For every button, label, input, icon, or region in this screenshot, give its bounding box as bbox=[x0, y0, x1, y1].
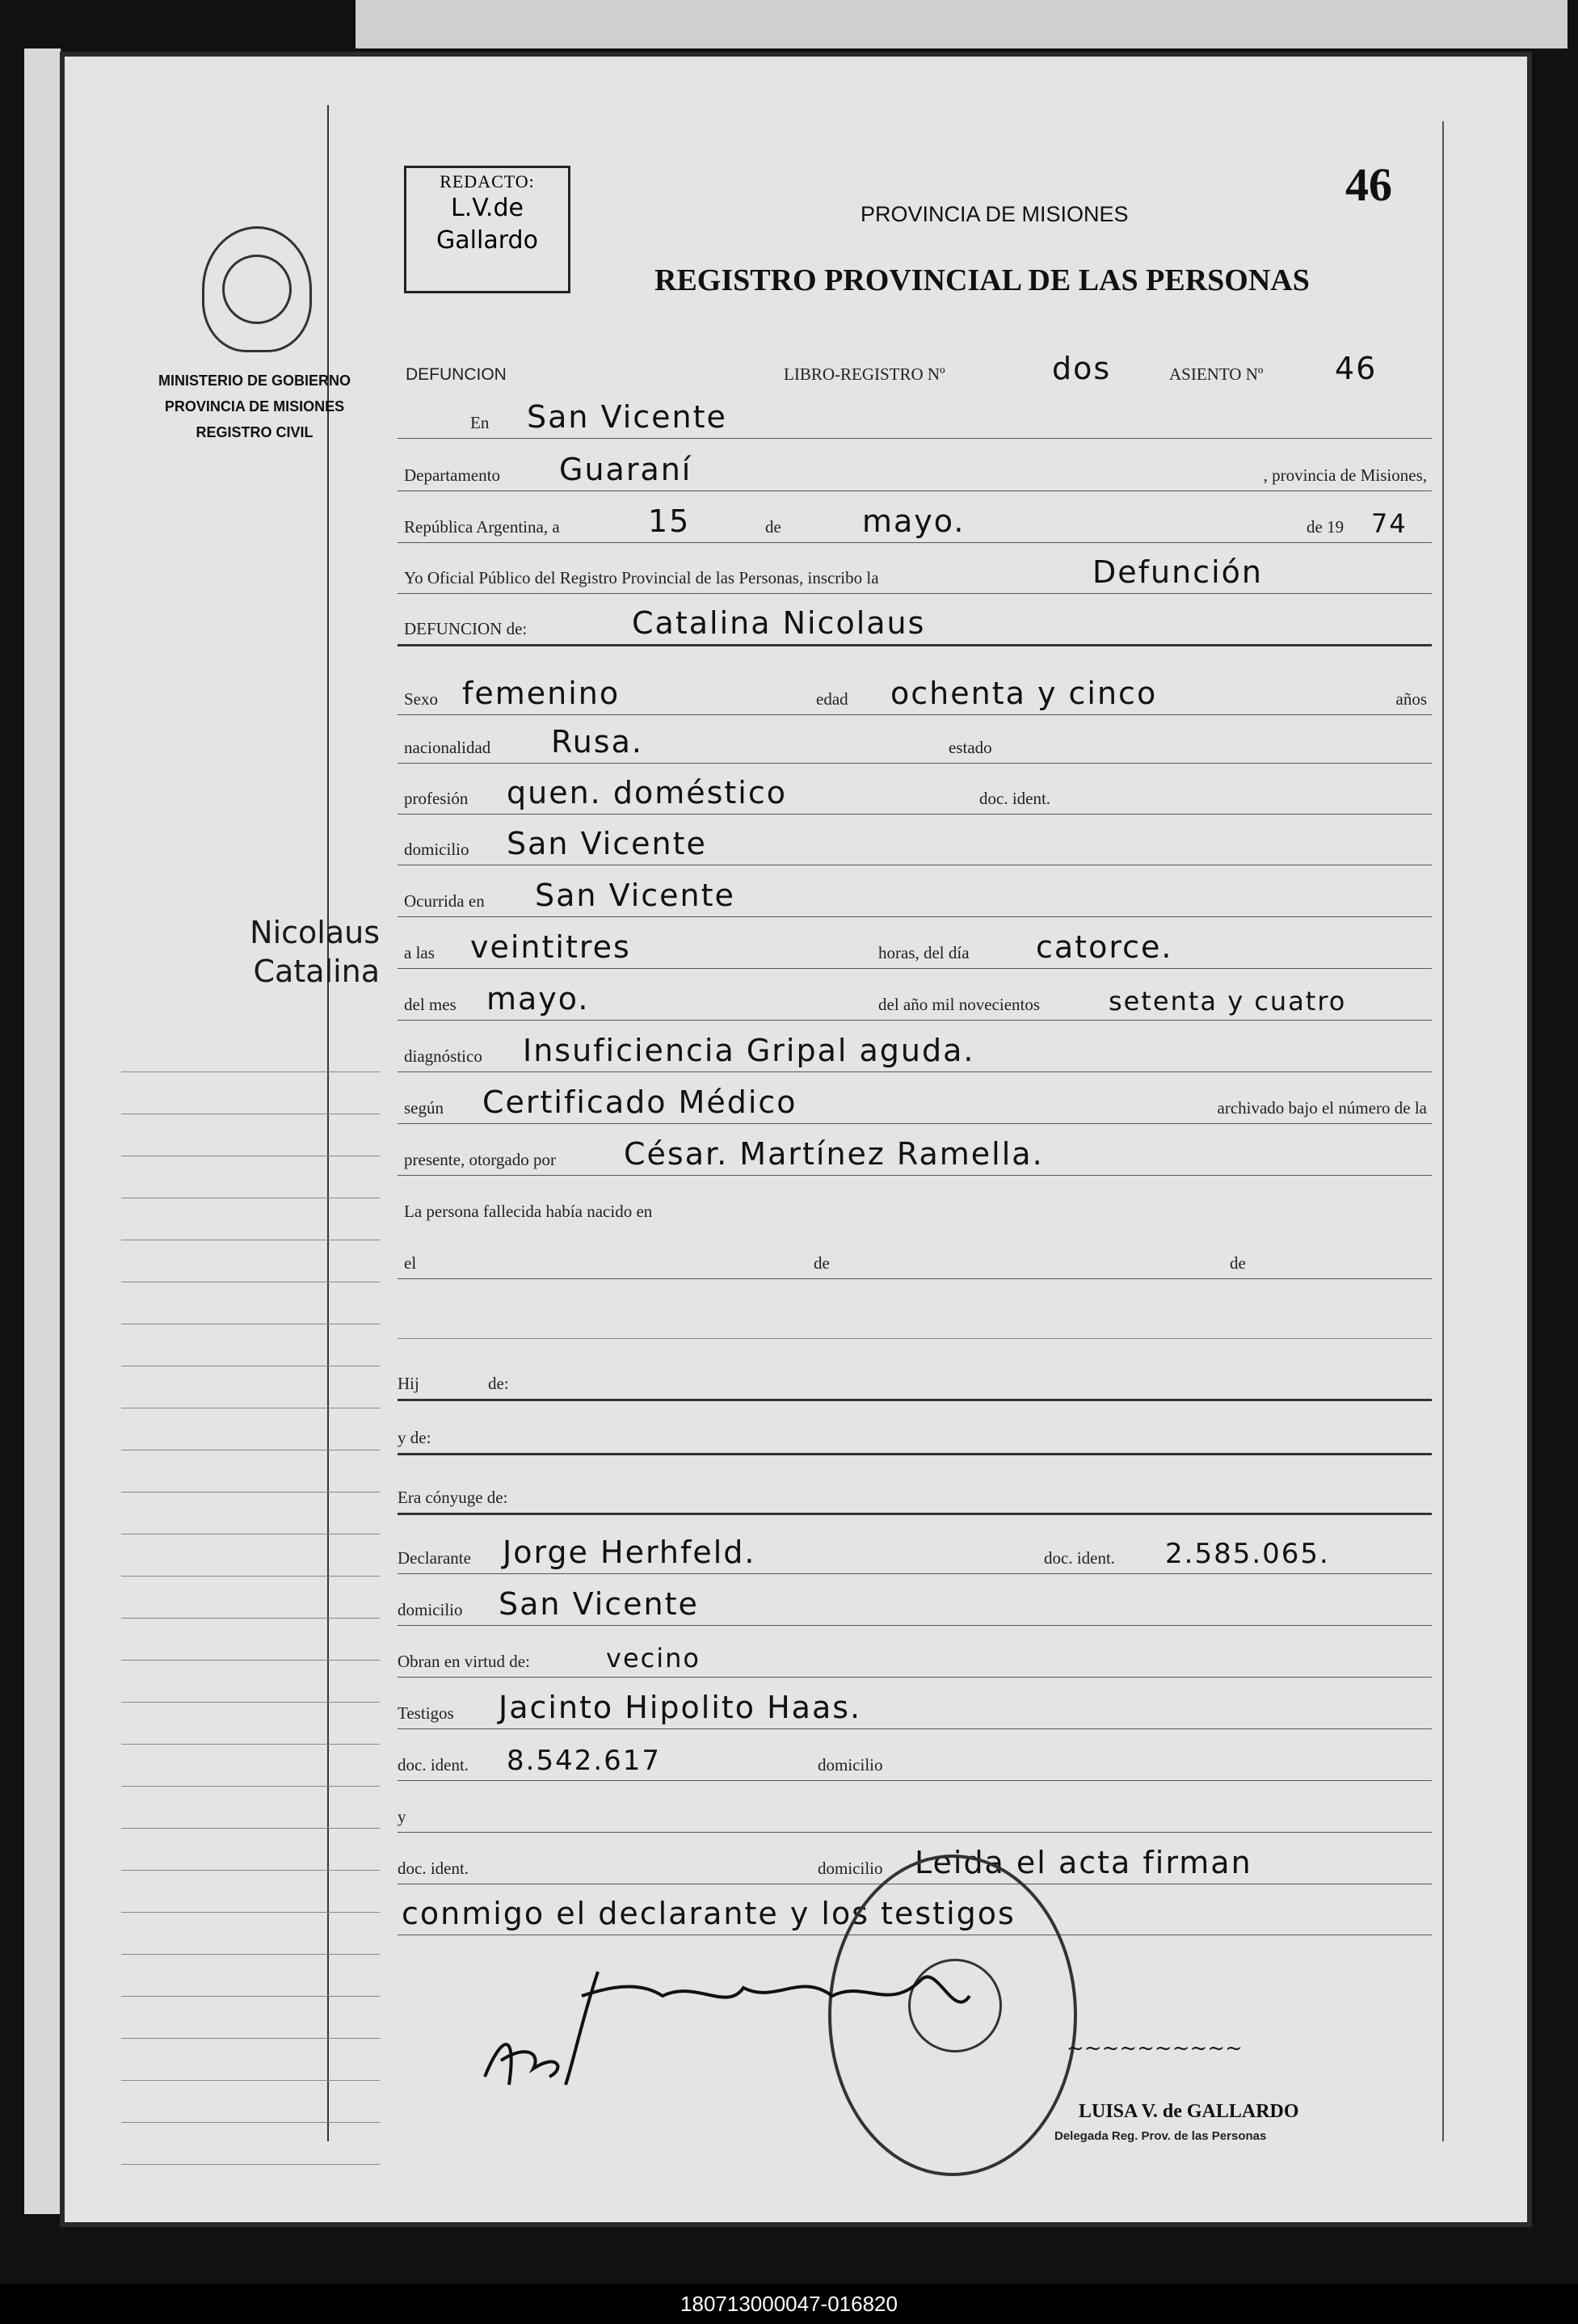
dom3-value: Leida el acta firman bbox=[915, 1845, 1252, 1880]
delmes-label: del mes bbox=[404, 995, 457, 1014]
ministry-heading bbox=[121, 368, 388, 445]
defuncion-label: DEFUNCION bbox=[406, 365, 507, 384]
doc3-label: doc. ident. bbox=[398, 1859, 469, 1878]
estado-label: estado bbox=[949, 738, 992, 757]
official-title: Delegada Reg. Prov. de las Personas bbox=[1054, 2129, 1267, 2143]
province-seal-icon bbox=[202, 226, 312, 352]
declarante-doc-value: 2.585.065. bbox=[1165, 1538, 1330, 1570]
declarante-doc-label: doc. ident. bbox=[1044, 1548, 1116, 1568]
row-alas bbox=[398, 924, 1432, 969]
asiento-label: ASIENTO Nº bbox=[1169, 364, 1264, 384]
row-nacionalidad bbox=[398, 719, 1432, 764]
sexo-value: femenino bbox=[462, 676, 621, 711]
registry-title: REGISTRO PROVINCIAL DE LAS PERSONAS bbox=[654, 263, 1310, 297]
stub-given: Catalina bbox=[253, 954, 380, 989]
dom3-label: domicilio bbox=[818, 1859, 883, 1878]
row-blank bbox=[398, 1295, 1432, 1339]
testigo-dom-label: domicilio bbox=[818, 1755, 883, 1775]
redacto-label: REDACTO: bbox=[440, 171, 535, 192]
footer-id: 180713000047-016820 bbox=[0, 2284, 1578, 2324]
profesion-value: quen. doméstico bbox=[507, 775, 787, 810]
segun-value: Certificado Médico bbox=[482, 1084, 797, 1120]
anio-value: setenta y cuatro bbox=[1109, 986, 1347, 1017]
libro-label: LIBRO-REGISTRO Nº bbox=[784, 364, 945, 384]
edad-label: edad bbox=[816, 689, 848, 709]
archivado-label: archivado bajo el número de la bbox=[1217, 1098, 1427, 1118]
year-label: de 19 bbox=[1307, 517, 1344, 537]
el-label: el bbox=[404, 1253, 417, 1273]
row-oficial bbox=[398, 549, 1432, 594]
diagnostico-label: diagnóstico bbox=[404, 1046, 482, 1066]
year-value: 74 bbox=[1371, 508, 1408, 539]
redacto-box bbox=[404, 166, 570, 293]
official-signature: ~~~~~~~~~~ bbox=[1067, 2036, 1243, 2061]
ministry-line1: MINISTERIO DE GOBIERNO bbox=[158, 373, 351, 389]
alas-value: veintitres bbox=[470, 929, 631, 965]
row-domicilio2 bbox=[398, 1581, 1432, 1626]
edad-value: ochenta y cinco bbox=[890, 676, 1158, 711]
stub-surname: Nicolaus bbox=[250, 915, 380, 950]
book-top-edge bbox=[356, 0, 1567, 48]
ocurrida-value: San Vicente bbox=[535, 878, 735, 913]
form-right-border bbox=[1442, 121, 1444, 2141]
alas-label: a las bbox=[404, 943, 435, 962]
redacto-line1: L.V.de bbox=[451, 194, 524, 222]
sexo-label: Sexo bbox=[404, 689, 438, 709]
presente-value: César. Martínez Ramella. bbox=[624, 1136, 1044, 1172]
testigos-value: Jacinto Hipolito Haas. bbox=[499, 1690, 862, 1725]
row-nacido bbox=[398, 1183, 1432, 1227]
row-domicilio bbox=[398, 821, 1432, 865]
obran-value: vecino bbox=[606, 1643, 701, 1674]
hij-label: Hij bbox=[398, 1374, 419, 1393]
closing-text: conmigo el declarante y los testigos bbox=[402, 1896, 1016, 1931]
row-y bbox=[398, 1788, 1432, 1833]
row-sexo bbox=[398, 671, 1432, 715]
republica-label: República Argentina, a bbox=[404, 517, 560, 537]
segun-label: según bbox=[404, 1098, 444, 1118]
day-value: 15 bbox=[648, 503, 691, 539]
defuncion-de-label: DEFUNCION de: bbox=[404, 619, 528, 638]
row-segun bbox=[398, 1080, 1432, 1124]
nacido-label: La persona fallecida había nacido en bbox=[404, 1202, 653, 1221]
en-label: En bbox=[470, 413, 490, 432]
departamento-value: Guaraní bbox=[559, 452, 692, 487]
row-departamento bbox=[398, 447, 1432, 491]
y-label: y bbox=[398, 1807, 406, 1826]
horas-label: horas, del día bbox=[878, 943, 970, 962]
stub-name bbox=[121, 913, 380, 991]
ocurrida-label: Ocurrida en bbox=[404, 891, 485, 911]
row-testigos bbox=[398, 1685, 1432, 1729]
domicilio-value: San Vicente bbox=[507, 826, 707, 861]
domicilio-label: domicilio bbox=[404, 840, 469, 859]
domicilio2-label: domicilio bbox=[398, 1600, 463, 1619]
domicilio2-value: San Vicente bbox=[499, 1586, 699, 1622]
testigos-label: Testigos bbox=[398, 1703, 454, 1723]
provincia-label: , provincia de Misiones, bbox=[1263, 465, 1427, 485]
row-yde bbox=[398, 1409, 1432, 1455]
declarante-label: Declarante bbox=[398, 1548, 471, 1568]
row-testigo-doc bbox=[398, 1737, 1432, 1781]
month-value: mayo. bbox=[862, 503, 966, 539]
ministry-line3: REGISTRO CIVIL bbox=[196, 424, 313, 440]
row-declarante bbox=[398, 1530, 1432, 1574]
obran-label: Obran en virtud de: bbox=[398, 1652, 530, 1671]
testigo-doc-label: doc. ident. bbox=[398, 1755, 469, 1775]
nacionalidad-label: nacionalidad bbox=[404, 738, 491, 757]
oficial-label: Yo Oficial Público del Registro Provincial de las Personas, inscribo la bbox=[404, 568, 879, 587]
page-number: 46 bbox=[1345, 158, 1392, 211]
departamento-label: Departamento bbox=[404, 465, 500, 485]
profesion-label: profesión bbox=[404, 789, 469, 808]
nacionalidad-value: Rusa. bbox=[551, 724, 643, 760]
row-fecha bbox=[398, 499, 1432, 543]
row-presente bbox=[398, 1131, 1432, 1176]
asiento-value: 46 bbox=[1335, 351, 1378, 386]
signature-area bbox=[452, 1947, 1438, 2174]
province-title: PROVINCIA DE MISIONES bbox=[861, 202, 1129, 226]
row-en bbox=[398, 394, 1432, 439]
diagnostico-value: Insuficiencia Gripal aguda. bbox=[523, 1033, 975, 1068]
de-label: de bbox=[765, 517, 781, 537]
row-defuncion-de bbox=[398, 600, 1432, 646]
de2-label: de bbox=[1230, 1253, 1246, 1273]
horas-value: catorce. bbox=[1036, 929, 1173, 965]
delmes-value: mayo. bbox=[486, 981, 590, 1017]
yde-label: y de: bbox=[398, 1428, 431, 1447]
row-hij bbox=[398, 1355, 1432, 1401]
anos-label: años bbox=[1395, 689, 1427, 709]
en-value: San Vicente bbox=[527, 399, 727, 435]
left-page-edge bbox=[24, 48, 62, 2214]
de1-label: de bbox=[814, 1253, 830, 1273]
row-nacido-fecha bbox=[398, 1235, 1432, 1279]
redacto-line2: Gallardo bbox=[436, 226, 538, 255]
row-conyuge bbox=[398, 1469, 1432, 1515]
official-name: LUISA V. de GALLARDO bbox=[1079, 2101, 1299, 2122]
testigo-doc-value: 8.542.617 bbox=[507, 1745, 662, 1777]
hij-de-label: de: bbox=[488, 1374, 509, 1393]
stub-ruled-lines bbox=[121, 1030, 380, 2165]
row-libro bbox=[398, 346, 1432, 389]
row-obran bbox=[398, 1633, 1432, 1678]
row-profesion bbox=[398, 770, 1432, 815]
presente-label: presente, otorgado por bbox=[404, 1150, 556, 1169]
row-ocurrida bbox=[398, 873, 1432, 917]
declarante-value: Jorge Herhfeld. bbox=[503, 1535, 756, 1570]
oficial-value: Defunción bbox=[1092, 554, 1263, 590]
row-delmes bbox=[398, 976, 1432, 1021]
libro-value: dos bbox=[1052, 351, 1112, 386]
anio-label: del año mil novecientos bbox=[878, 995, 1041, 1014]
doc-ident-label: doc. ident. bbox=[979, 789, 1051, 808]
conyuge-label: Era cónyuge de: bbox=[398, 1488, 508, 1507]
defuncion-de-value: Catalina Nicolaus bbox=[632, 605, 926, 641]
signatures-icon bbox=[452, 1947, 1438, 2174]
row-diagnostico bbox=[398, 1028, 1432, 1072]
ministry-line2: PROVINCIA DE MISIONES bbox=[164, 398, 345, 415]
